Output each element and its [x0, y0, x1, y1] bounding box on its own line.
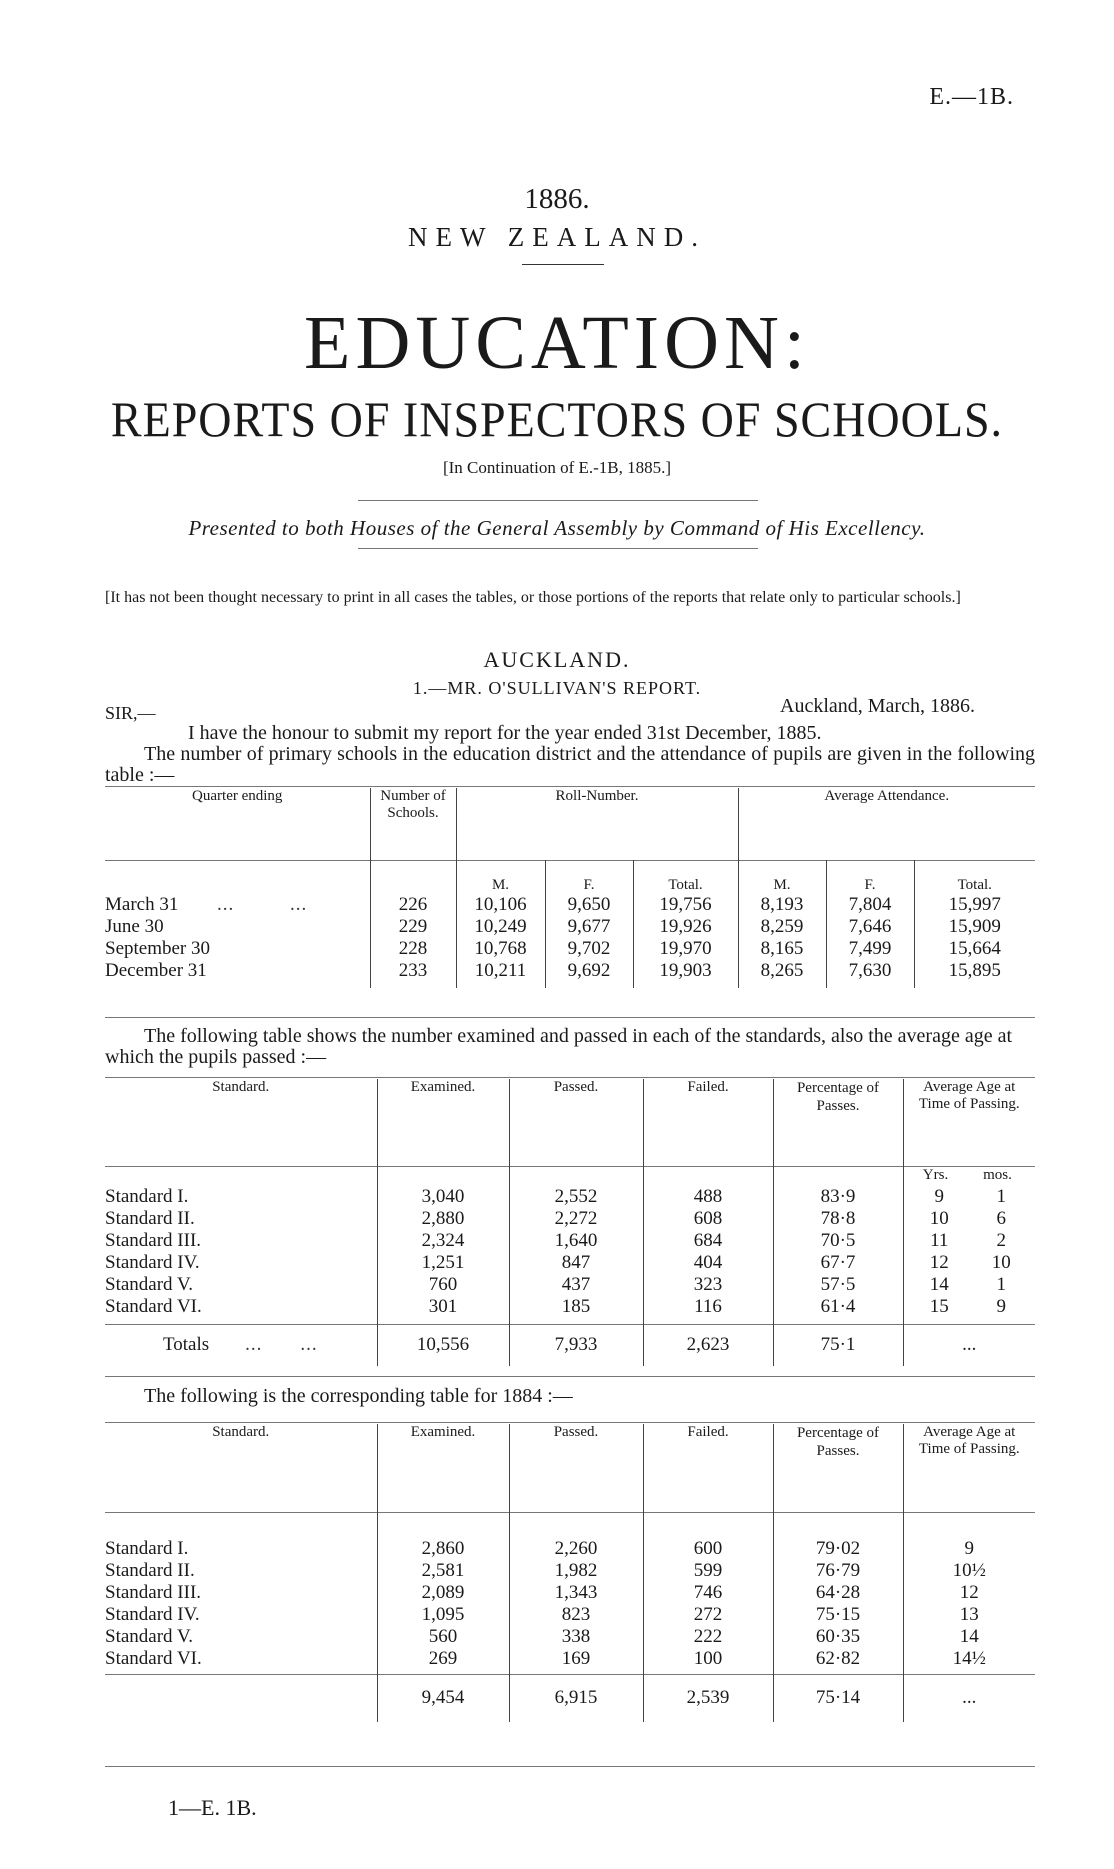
total-age: ... — [903, 1674, 1035, 1722]
att-m: 8,193 — [738, 894, 826, 916]
roll-m: 10,211 — [456, 960, 545, 988]
att-total: 15,895 — [914, 960, 1035, 988]
header-att-f: F. — [826, 860, 914, 894]
age-years: 15 — [929, 1296, 949, 1317]
passed-count: 2,260 — [509, 1538, 643, 1560]
examined-count: 1,095 — [377, 1604, 509, 1626]
table1-top-rule — [105, 786, 1035, 787]
total-age: ... — [903, 1324, 1035, 1366]
age-months: 1 — [996, 1186, 1006, 1207]
header-roll-m: M. — [456, 860, 545, 894]
standard-label: Standard II. — [105, 1560, 195, 1581]
paragraph-standards: The following table shows the number examined and passed in each of the standards, also the average age at which the pupils passed :— — [105, 1025, 1013, 1068]
header-average-age: Average Age at Time of Passing. — [903, 1424, 1035, 1512]
average-age: 13 — [903, 1604, 1035, 1626]
table-row — [105, 1274, 1035, 1296]
average-age: 9 — [903, 1538, 1035, 1560]
table-row — [105, 1230, 1035, 1252]
presented-line: Presented to both Houses of the General Assembly by Command of His Excellency. — [188, 516, 926, 540]
table-row — [105, 1538, 1035, 1560]
att-m: 8,265 — [738, 960, 826, 988]
header-percentage: Percentage of Passes. — [773, 1079, 903, 1166]
header-mos: mos. — [983, 1166, 1012, 1183]
total-examined: 9,454 — [377, 1674, 509, 1722]
percentage-value: 79·02 — [773, 1538, 903, 1560]
passed-count: 2,552 — [509, 1186, 643, 1208]
header-failed: Failed. — [643, 1079, 773, 1166]
header-failed: Failed. — [643, 1424, 773, 1512]
roll-f: 9,677 — [545, 916, 633, 938]
percentage-value: 83·9 — [773, 1186, 903, 1208]
total-passed: 6,915 — [509, 1674, 643, 1722]
average-age: 10½ — [903, 1560, 1035, 1582]
table-row — [105, 1252, 1035, 1274]
header-att-total: Total. — [914, 860, 1035, 894]
failed-count: 488 — [643, 1186, 773, 1208]
table-row — [105, 1626, 1035, 1648]
failed-count: 404 — [643, 1252, 773, 1274]
standard-label: Standard IV. — [105, 1252, 200, 1273]
examined-count: 560 — [377, 1626, 509, 1648]
att-m: 8,165 — [738, 938, 826, 960]
att-f: 7,646 — [826, 916, 914, 938]
country-heading: NEW ZEALAND. — [408, 222, 706, 252]
totals-row — [105, 1674, 1035, 1722]
paragraph-1884: The following is the corresponding table for 1884 :— — [144, 1385, 573, 1407]
table-row — [105, 960, 1035, 988]
passed-count: 1,343 — [509, 1582, 643, 1604]
paragraph-schools: The number of primary schools in the education district and the attendance of pupils are given in the following table :— — [105, 743, 1035, 786]
table2-top-rule — [105, 1077, 1035, 1078]
quarter-label: September 30 — [105, 938, 211, 959]
leader-dots: ... — [245, 1334, 263, 1356]
roll-f: 9,650 — [545, 894, 633, 916]
roll-m: 10,768 — [456, 938, 545, 960]
leader-dots: ... — [217, 894, 235, 915]
passed-count: 2,272 — [509, 1208, 643, 1230]
roll-m: 10,249 — [456, 916, 545, 938]
table-row — [105, 1560, 1035, 1582]
failed-count: 600 — [643, 1538, 773, 1560]
average-age: 12 — [903, 1582, 1035, 1604]
age-months: 2 — [996, 1230, 1006, 1251]
quarter-label: December 31 — [105, 960, 207, 981]
examined-count: 2,324 — [377, 1230, 509, 1252]
table-row — [105, 1296, 1035, 1324]
failed-count: 608 — [643, 1208, 773, 1230]
standard-label: Standard I. — [105, 1186, 189, 1207]
table1-bottom-rule — [105, 1017, 1035, 1018]
header-percentage: Percentage of Passes. — [773, 1424, 903, 1512]
dateline: Auckland, March, 1886. — [780, 695, 975, 717]
standard-label: Standard I. — [105, 1538, 189, 1559]
header-roll-total: Total. — [633, 860, 738, 894]
roll-total: 19,756 — [633, 894, 738, 916]
failed-count: 272 — [643, 1604, 773, 1626]
passed-count: 823 — [509, 1604, 643, 1626]
examined-count: 2,089 — [377, 1582, 509, 1604]
percentage-value: 76·79 — [773, 1560, 903, 1582]
standard-label: Standard VI. — [105, 1648, 202, 1669]
header-schools: Number of Schools. — [370, 788, 456, 860]
att-total: 15,997 — [914, 894, 1035, 916]
passed-count: 185 — [509, 1296, 643, 1324]
table-row — [105, 894, 1035, 916]
standard-label: Standard IV. — [105, 1604, 200, 1625]
presented-rule-top — [358, 500, 758, 501]
passed-count: 1,982 — [509, 1560, 643, 1582]
examined-count: 2,880 — [377, 1208, 509, 1230]
report-title: 1.—MR. O'SULLIVAN'S REPORT. — [412, 678, 702, 698]
roll-m: 10,106 — [456, 894, 545, 916]
standard-label: Standard II. — [105, 1208, 195, 1229]
quarter-label: March 31 — [105, 894, 179, 915]
schools-count: 226 — [370, 894, 456, 916]
examined-count: 269 — [377, 1648, 509, 1674]
passed-count: 847 — [509, 1252, 643, 1274]
table2-bottom-rule — [105, 1376, 1035, 1377]
table-row — [105, 1208, 1035, 1230]
age-years: 10 — [929, 1208, 949, 1229]
examined-count: 301 — [377, 1296, 509, 1324]
total-examined: 10,556 — [377, 1324, 509, 1366]
table-row — [105, 1604, 1035, 1626]
average-age: 14½ — [903, 1648, 1035, 1674]
attendance-table — [105, 788, 1035, 988]
header-standard: Standard. — [212, 1424, 270, 1440]
totals-row — [105, 1324, 1035, 1366]
percentage-value: 78·8 — [773, 1208, 903, 1230]
continuation-note: [In Continuation of E.-1B, 1885.] — [442, 458, 672, 477]
examined-count: 2,581 — [377, 1560, 509, 1582]
paragraph-intro: I have the honour to submit my report for the year ended 31st December, 1885. — [188, 722, 822, 744]
table-row — [105, 916, 1035, 938]
total-failed: 2,539 — [643, 1674, 773, 1722]
age-years: 9 — [934, 1186, 944, 1207]
roll-total: 19,926 — [633, 916, 738, 938]
header-standard: Standard. — [212, 1079, 270, 1095]
passed-count: 437 — [509, 1274, 643, 1296]
standards-1885-table — [105, 1079, 1035, 1366]
table3-top-rule — [105, 1422, 1035, 1423]
sub-title: REPORTS OF INSPECTORS OF SCHOOLS. — [110, 391, 1004, 448]
printing-note: [It has not been thought necessary to print in all cases the tables, or those portions of the reports that relate only to particular schools.] — [105, 589, 961, 606]
att-f: 7,630 — [826, 960, 914, 988]
header-passed: Passed. — [509, 1424, 643, 1512]
average-age: 14 — [903, 1626, 1035, 1648]
percentage-value: 57·5 — [773, 1274, 903, 1296]
age-months: 9 — [996, 1296, 1006, 1317]
examined-count: 3,040 — [377, 1186, 509, 1208]
passed-count: 169 — [509, 1648, 643, 1674]
title-divider — [522, 264, 604, 265]
header-att-m: M. — [738, 860, 826, 894]
header-average-age: Average Age at Time of Passing. — [903, 1079, 1035, 1166]
age-months: 6 — [996, 1208, 1006, 1229]
header-yrs: Yrs. — [922, 1166, 949, 1183]
failed-count: 746 — [643, 1582, 773, 1604]
standard-label: Standard V. — [105, 1626, 193, 1647]
page-identifier: E.—1B. — [929, 84, 1014, 110]
standard-label: Standard III. — [105, 1582, 202, 1603]
header-roll-f: F. — [545, 860, 633, 894]
leader-dots: ... — [300, 1334, 318, 1356]
totals-label: Totals — [163, 1334, 210, 1356]
total-percentage: 75·14 — [773, 1674, 903, 1722]
header-examined: Examined. — [377, 1424, 509, 1512]
percentage-value: 61·4 — [773, 1296, 903, 1324]
leader-dots: ... — [290, 894, 308, 915]
header-passed: Passed. — [509, 1079, 643, 1166]
standard-label: Standard VI. — [105, 1296, 202, 1317]
total-failed: 2,623 — [643, 1324, 773, 1366]
roll-f: 9,692 — [545, 960, 633, 988]
att-m: 8,259 — [738, 916, 826, 938]
att-total: 15,909 — [914, 916, 1035, 938]
standard-label: Standard V. — [105, 1274, 193, 1295]
failed-count: 684 — [643, 1230, 773, 1252]
failed-count: 116 — [643, 1296, 773, 1324]
header-quarter: Quarter ending — [192, 788, 283, 804]
roll-f: 9,702 — [545, 938, 633, 960]
table-row — [105, 938, 1035, 960]
passed-count: 338 — [509, 1626, 643, 1648]
percentage-value: 62·82 — [773, 1648, 903, 1674]
presented-rule-bottom — [358, 548, 758, 549]
quarter-label: June 30 — [105, 916, 164, 937]
percentage-value: 67·7 — [773, 1252, 903, 1274]
table-row — [105, 1648, 1035, 1674]
total-passed: 7,933 — [509, 1324, 643, 1366]
age-years: 14 — [929, 1274, 949, 1295]
examined-count: 2,860 — [377, 1538, 509, 1560]
age-years: 12 — [929, 1252, 949, 1273]
main-title: EDUCATION: — [304, 301, 810, 385]
percentage-value: 64·28 — [773, 1582, 903, 1604]
att-total: 15,664 — [914, 938, 1035, 960]
att-f: 7,804 — [826, 894, 914, 916]
age-months: 10 — [991, 1252, 1011, 1273]
table-row — [105, 1186, 1035, 1208]
age-years: 11 — [930, 1230, 949, 1251]
passed-count: 1,640 — [509, 1230, 643, 1252]
header-examined: Examined. — [377, 1079, 509, 1166]
examined-count: 1,251 — [377, 1252, 509, 1274]
failed-count: 100 — [643, 1648, 773, 1674]
failed-count: 599 — [643, 1560, 773, 1582]
schools-count: 229 — [370, 916, 456, 938]
failed-count: 323 — [643, 1274, 773, 1296]
age-months: 1 — [996, 1274, 1006, 1295]
table3-bottom-rule — [105, 1766, 1035, 1767]
percentage-value: 75·15 — [773, 1604, 903, 1626]
region-heading: AUCKLAND. — [483, 647, 631, 672]
roll-total: 19,970 — [633, 938, 738, 960]
examined-count: 760 — [377, 1274, 509, 1296]
schools-count: 228 — [370, 938, 456, 960]
failed-count: 222 — [643, 1626, 773, 1648]
standard-label: Standard III. — [105, 1230, 202, 1251]
standards-1884-table — [105, 1424, 1035, 1722]
percentage-value: 70·5 — [773, 1230, 903, 1252]
document-year: 1886. — [524, 183, 590, 215]
roll-total: 19,903 — [633, 960, 738, 988]
header-attendance: Average Attendance. — [738, 788, 1035, 860]
total-percentage: 75·1 — [773, 1324, 903, 1366]
percentage-value: 60·35 — [773, 1626, 903, 1648]
salutation: SIR,— — [105, 703, 156, 723]
table-row — [105, 1582, 1035, 1604]
schools-count: 233 — [370, 960, 456, 988]
att-f: 7,499 — [826, 938, 914, 960]
header-roll: Roll-Number. — [456, 788, 738, 860]
footer-signature: 1—E. 1B. — [168, 1795, 257, 1820]
